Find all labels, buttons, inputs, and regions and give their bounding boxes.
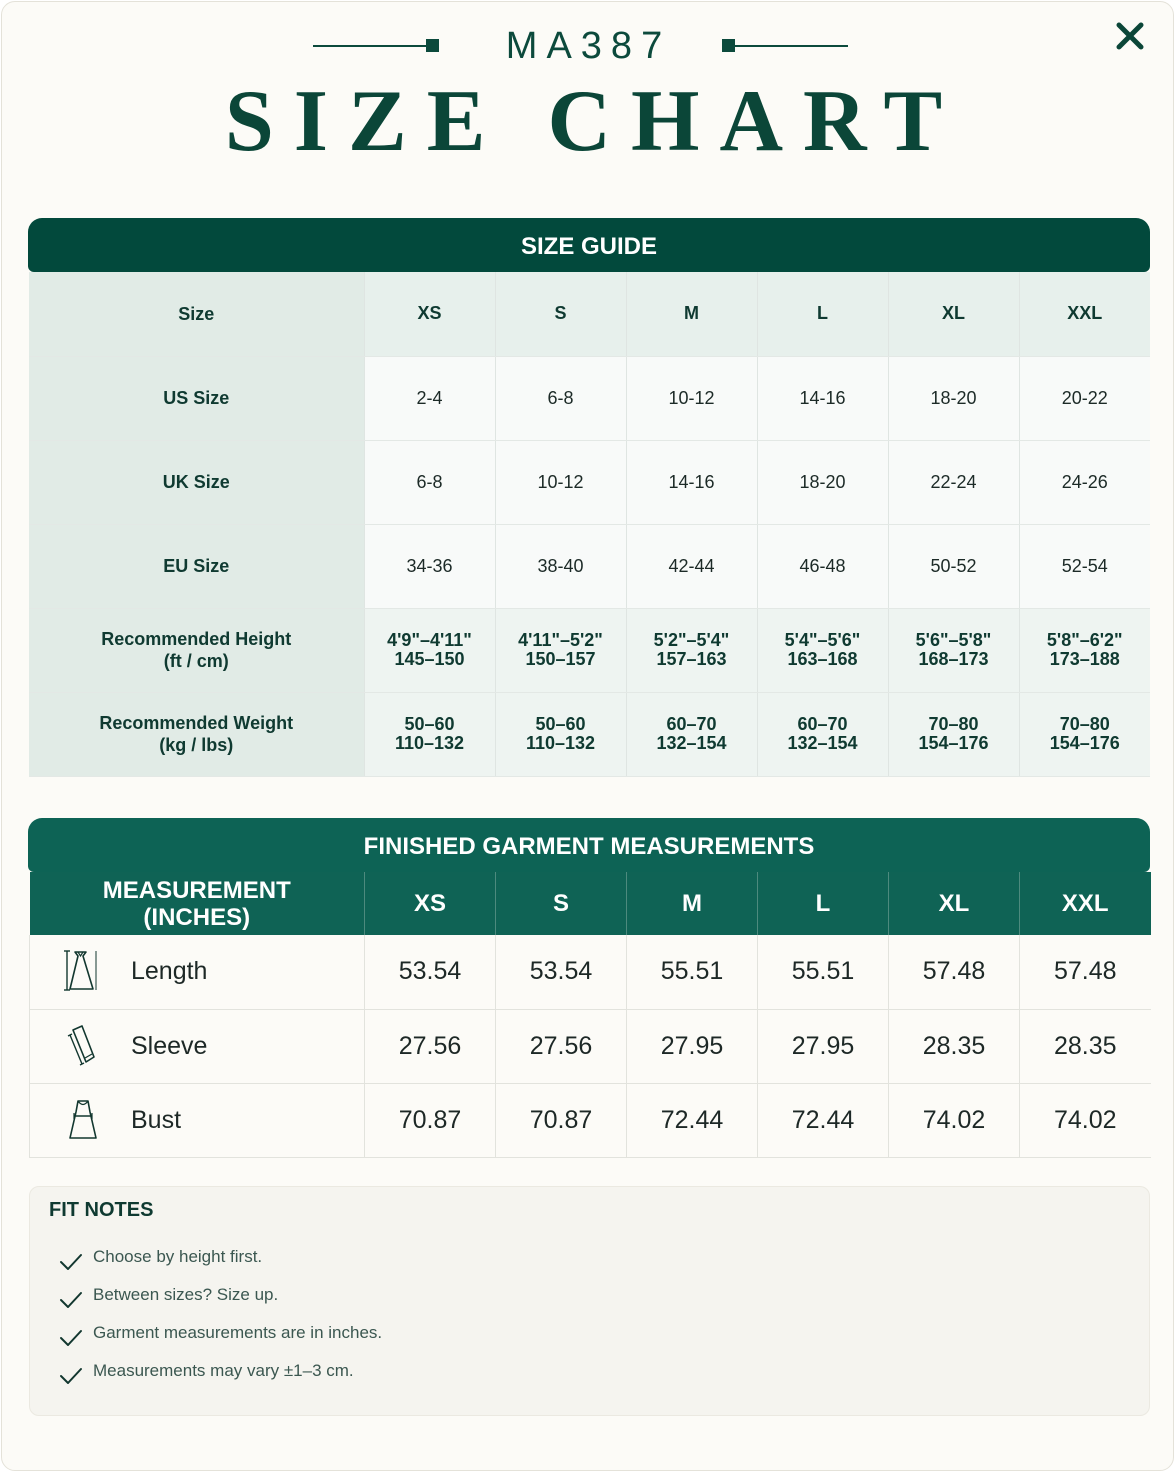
eu-size-row bbox=[29, 524, 1150, 608]
table-cell: 53.54 bbox=[365, 935, 496, 1009]
table-cell: 38-40 bbox=[495, 524, 626, 608]
size-header-cell: XL bbox=[889, 872, 1020, 935]
table-cell: 42-44 bbox=[626, 524, 757, 608]
cell-line: 5'2"–5'4" bbox=[653, 630, 730, 650]
fit-note-item bbox=[58, 1245, 858, 1275]
cell-line: 150–157 bbox=[525, 649, 596, 669]
size-header-cell: M bbox=[626, 272, 757, 356]
model-code: MA387 bbox=[505, 25, 672, 67]
table-cell: 27.56 bbox=[496, 1009, 627, 1083]
size-header-cell: XS bbox=[364, 272, 495, 356]
table-cell: 46-48 bbox=[757, 524, 888, 608]
table-cell: 14-16 bbox=[626, 440, 757, 524]
table-cell: 72.44 bbox=[758, 1083, 889, 1157]
table-cell: 14-16 bbox=[757, 356, 888, 440]
cell-line: 154–176 bbox=[1049, 733, 1120, 753]
size-header-cell: L bbox=[758, 872, 889, 935]
cell-line: 157–163 bbox=[656, 649, 727, 669]
table-cell bbox=[888, 692, 1019, 776]
table-cell: 28.35 bbox=[889, 1009, 1020, 1083]
table-cell bbox=[495, 692, 626, 776]
decorative-line-right bbox=[728, 45, 848, 47]
table-cell: 6-8 bbox=[495, 356, 626, 440]
size-header-label: Size bbox=[29, 272, 364, 356]
fit-note-text: Between sizes? Size up. bbox=[93, 1285, 279, 1304]
size-guide-banner: SIZE GUIDE bbox=[28, 218, 1150, 272]
page-title: SIZE CHART bbox=[224, 73, 963, 170]
recommended-weight-row bbox=[29, 692, 1150, 776]
size-header-cell: S bbox=[495, 272, 626, 356]
dress-length-icon bbox=[60, 949, 106, 995]
cell-line: 70–80 bbox=[928, 714, 979, 734]
garment-header-row bbox=[30, 872, 1151, 935]
sleeve-row bbox=[30, 1009, 1151, 1083]
cell-line: 5'4"–5'6" bbox=[784, 630, 861, 650]
table-cell: 2-4 bbox=[364, 356, 495, 440]
garment-measurements-table bbox=[29, 872, 1151, 1158]
table-cell: 10-12 bbox=[626, 356, 757, 440]
size-header-cell: M bbox=[627, 872, 758, 935]
row-label: UK Size bbox=[29, 440, 364, 524]
table-cell: 20-22 bbox=[1019, 356, 1150, 440]
table-cell: 57.48 bbox=[889, 935, 1020, 1009]
row-label bbox=[29, 608, 364, 692]
table-cell: 28.35 bbox=[1020, 1009, 1151, 1083]
cell-line: 132–154 bbox=[787, 733, 858, 753]
table-cell: 34-36 bbox=[364, 524, 495, 608]
fit-note-item bbox=[58, 1321, 858, 1351]
table-cell: 27.56 bbox=[365, 1009, 496, 1083]
cell-line: 163–168 bbox=[787, 649, 858, 669]
cell-line: 110–132 bbox=[394, 733, 465, 753]
measurement-name bbox=[30, 1083, 365, 1157]
row-label bbox=[29, 692, 364, 776]
measurement-label: Bust bbox=[131, 1105, 182, 1134]
size-header-cell: XS bbox=[365, 872, 496, 935]
table-cell bbox=[1019, 608, 1150, 692]
table-cell: 52-54 bbox=[1019, 524, 1150, 608]
size-chart-panel bbox=[1, 1, 1174, 1471]
table-cell: 24-26 bbox=[1019, 440, 1150, 524]
fit-note-text: Measurements may vary ±1–3 cm. bbox=[93, 1361, 354, 1380]
cell-line: 154–176 bbox=[918, 733, 989, 753]
checkmark-icon bbox=[58, 1248, 84, 1274]
table-cell bbox=[1019, 692, 1150, 776]
size-header-cell: XXL bbox=[1020, 872, 1151, 935]
row-label-unit: (kg / lbs) bbox=[159, 735, 234, 755]
close-button[interactable] bbox=[1110, 16, 1150, 56]
table-cell: 18-20 bbox=[757, 440, 888, 524]
table-cell bbox=[757, 692, 888, 776]
uk-size-row bbox=[29, 440, 1150, 524]
row-label-main: Recommended Weight bbox=[99, 713, 294, 733]
bust-row bbox=[30, 1083, 1151, 1157]
garment-measurements-banner: FINISHED GARMENT MEASUREMENTS bbox=[28, 818, 1150, 872]
cell-line: 132–154 bbox=[656, 733, 727, 753]
table-cell: 55.51 bbox=[758, 935, 889, 1009]
fit-note-item bbox=[58, 1283, 858, 1313]
cell-line: 50–60 bbox=[535, 714, 586, 734]
fit-notes-box bbox=[29, 1186, 1150, 1416]
fit-notes-title: FIT NOTES bbox=[49, 1199, 154, 1221]
table-cell: 10-12 bbox=[495, 440, 626, 524]
cell-line: 70–80 bbox=[1059, 714, 1110, 734]
measurement-name bbox=[30, 1009, 365, 1083]
close-icon bbox=[1110, 16, 1150, 56]
checkmark-icon bbox=[58, 1324, 84, 1350]
measurement-label: Length bbox=[131, 957, 208, 985]
bust-icon bbox=[60, 1098, 106, 1144]
table-cell bbox=[364, 692, 495, 776]
table-cell: 27.95 bbox=[627, 1009, 758, 1083]
cell-line: 50–60 bbox=[404, 714, 455, 734]
row-label-unit: (ft / cm) bbox=[163, 651, 229, 671]
table-cell: 53.54 bbox=[496, 935, 627, 1009]
cell-line: 168–173 bbox=[918, 649, 989, 669]
table-cell: 74.02 bbox=[1020, 1083, 1151, 1157]
table-cell: 74.02 bbox=[889, 1083, 1020, 1157]
fit-note-item bbox=[58, 1359, 858, 1389]
cell-line: 110–132 bbox=[525, 733, 596, 753]
measurement-header-unit: (INCHES) bbox=[143, 903, 251, 931]
size-header-cell: XXL bbox=[1019, 272, 1150, 356]
recommended-height-row bbox=[29, 608, 1150, 692]
table-cell: 57.48 bbox=[1020, 935, 1151, 1009]
cell-line: 4'11"–5'2" bbox=[518, 630, 603, 650]
measurement-header-label: MEASUREMENT bbox=[102, 876, 291, 904]
fit-note-text: Choose by height first. bbox=[93, 1247, 263, 1266]
model-header bbox=[2, 26, 1175, 66]
size-guide-table bbox=[29, 272, 1150, 777]
table-cell: 55.51 bbox=[627, 935, 758, 1009]
table-cell bbox=[757, 608, 888, 692]
size-header-cell: S bbox=[496, 872, 627, 935]
table-cell: 22-24 bbox=[888, 440, 1019, 524]
measurement-name bbox=[30, 935, 365, 1009]
table-cell bbox=[626, 608, 757, 692]
checkmark-icon bbox=[58, 1286, 84, 1312]
table-cell bbox=[364, 608, 495, 692]
cell-line: 173–188 bbox=[1049, 649, 1120, 669]
fit-note-text: Garment measurements are in inches. bbox=[93, 1323, 383, 1342]
table-cell bbox=[626, 692, 757, 776]
measurement-header bbox=[30, 872, 365, 935]
checkmark-icon bbox=[58, 1362, 84, 1388]
length-row bbox=[30, 935, 1151, 1009]
table-cell: 70.87 bbox=[496, 1083, 627, 1157]
size-header-cell: XL bbox=[888, 272, 1019, 356]
cell-line: 145–150 bbox=[394, 649, 465, 669]
row-label-main: Recommended Height bbox=[101, 629, 292, 649]
table-cell: 70.87 bbox=[365, 1083, 496, 1157]
measurement-label: Sleeve bbox=[131, 1031, 208, 1060]
size-header-cell: L bbox=[757, 272, 888, 356]
table-cell: 6-8 bbox=[364, 440, 495, 524]
row-label: EU Size bbox=[29, 524, 364, 608]
cell-line: 60–70 bbox=[666, 714, 717, 734]
table-cell: 72.44 bbox=[627, 1083, 758, 1157]
us-size-row bbox=[29, 356, 1150, 440]
table-cell: 18-20 bbox=[888, 356, 1019, 440]
size-header-row bbox=[29, 272, 1150, 356]
table-cell bbox=[495, 608, 626, 692]
cell-line: 60–70 bbox=[797, 714, 848, 734]
cell-line: 5'8"–6'2" bbox=[1046, 630, 1123, 650]
cell-line: 5'6"–5'8" bbox=[915, 630, 992, 650]
row-label: US Size bbox=[29, 356, 364, 440]
table-cell bbox=[888, 608, 1019, 692]
sleeve-icon bbox=[60, 1024, 106, 1070]
table-cell: 27.95 bbox=[758, 1009, 889, 1083]
cell-line: 4'9"–4'11" bbox=[387, 630, 472, 650]
table-cell: 50-52 bbox=[888, 524, 1019, 608]
